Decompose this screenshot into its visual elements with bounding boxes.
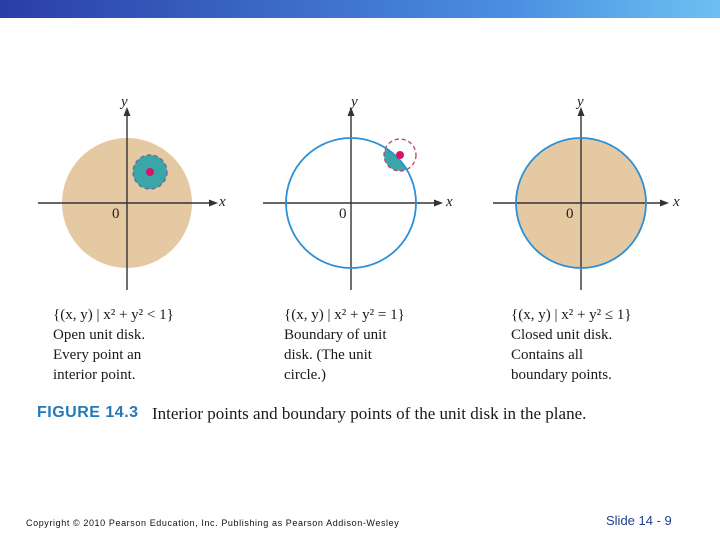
caption-line: interior point.: [53, 367, 136, 383]
caption-line: Contains all: [511, 347, 584, 363]
figure-label: FIGURE 14.3: [37, 404, 139, 421]
caption-line: boundary points.: [511, 367, 612, 383]
caption-line: circle.): [284, 367, 327, 383]
set-notation: {(x, y) | x² + y² ≤ 1}: [511, 307, 632, 323]
closed-disk-panel: [485, 90, 715, 290]
open-disk-caption: [53, 305, 174, 385]
caption-line: disk. (The unit: [284, 347, 372, 363]
x-axis-label: x: [446, 194, 453, 210]
title-bar: [0, 0, 720, 18]
x-axis-label: x: [219, 194, 226, 210]
slide-number: Slide 14 - 9: [606, 513, 672, 528]
x-axis-arrow: [660, 200, 669, 207]
closed-disk-caption: [511, 305, 632, 385]
open-disk-panel: [30, 90, 260, 290]
copyright-notice: Copyright © 2010 Pearson Education, Inc. Publishing as Pearson Addison-Wesley: [26, 518, 400, 528]
boundary-panel: [255, 90, 485, 290]
origin-label: 0: [339, 206, 347, 222]
x-axis-label: x: [673, 194, 680, 210]
figure-title: Interior points and boundary points of the unit disk in the plane.: [152, 404, 587, 423]
set-notation: {(x, y) | x² + y² = 1}: [284, 307, 405, 323]
caption-line: Open unit disk.: [53, 327, 146, 343]
caption-line: Every point an: [53, 347, 142, 363]
caption-line: Boundary of unit: [284, 327, 387, 343]
y-axis-label: y: [121, 94, 128, 110]
set-notation: {(x, y) | x² + y² < 1}: [53, 307, 174, 323]
y-axis-label: y: [577, 94, 584, 110]
origin-label: 0: [112, 206, 120, 222]
origin-label: 0: [566, 206, 574, 222]
x-axis-arrow: [434, 200, 443, 207]
caption-line: Closed unit disk.: [511, 327, 613, 343]
interior-point: [146, 168, 154, 176]
boundary-caption: [284, 305, 405, 385]
boundary-point: [396, 151, 404, 159]
y-axis-label: y: [351, 94, 358, 110]
x-axis-arrow: [209, 200, 218, 207]
